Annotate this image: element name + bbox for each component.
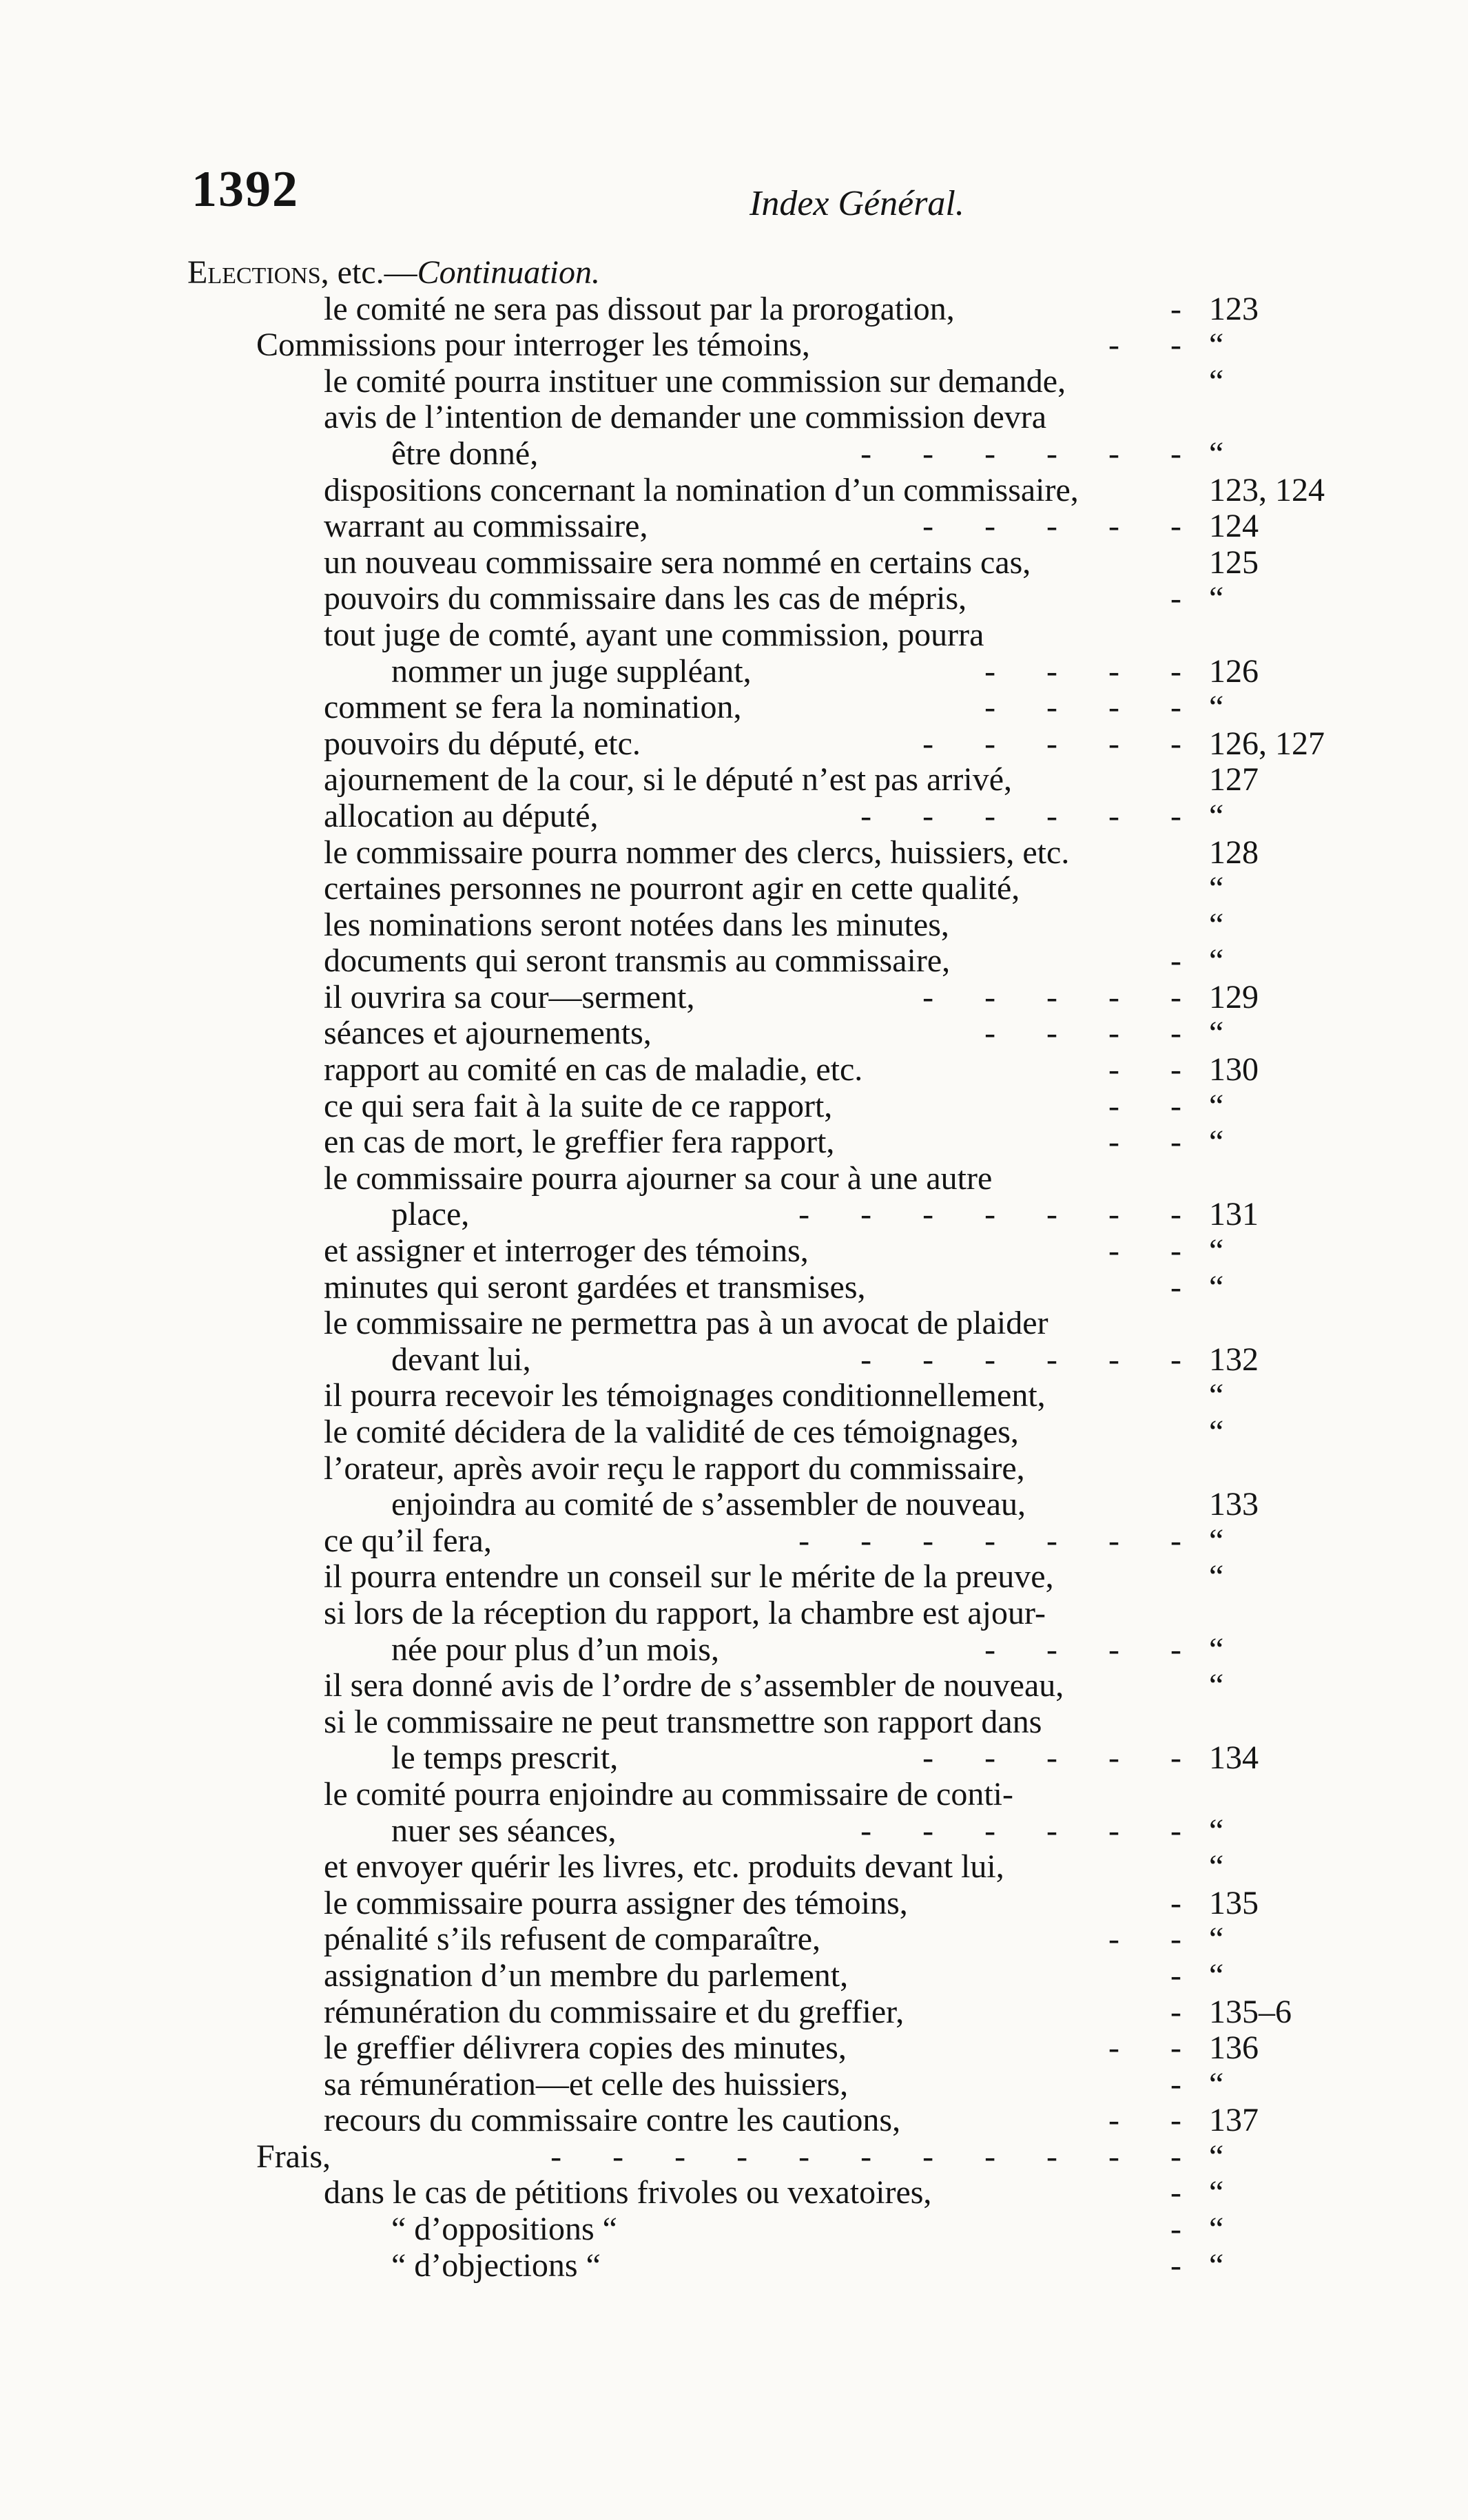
- entry-text: sa rémunération—et celle des huissiers,: [324, 2065, 849, 2103]
- dot-leader: - - - - -: [922, 725, 1181, 762]
- page-reference: 123, 124: [1209, 471, 1325, 508]
- index-entry: [0, 943, 1468, 980]
- index-entry: [0, 1378, 1468, 1414]
- index-entry: [0, 690, 1468, 726]
- dot-leader: - - - - - -: [860, 1341, 1181, 1378]
- index-entries: [0, 255, 1468, 2284]
- index-entry: [0, 291, 1468, 328]
- entry-text: pouvoirs du député, etc.: [324, 725, 641, 762]
- entry-text: si le commissaire ne peut transmettre son rapport dans: [324, 1703, 1042, 1740]
- dot-leader: - - - - -: [922, 508, 1181, 545]
- index-entry: [0, 1161, 1468, 1197]
- entry-text: née pour plus d’un mois,: [391, 1631, 719, 1668]
- entry-text: séances et ajournements,: [324, 1015, 652, 1052]
- entry-text: Commissions pour interroger les témoins,: [256, 327, 810, 364]
- page-reference: “: [1209, 2211, 1224, 2248]
- entry-text: dans le cas de pétitions frivoles ou vexatoires,: [324, 2174, 932, 2211]
- entry-text: rémunération du commissaire et du greffier,: [324, 1993, 904, 2030]
- dot-leader: - -: [1108, 2102, 1181, 2139]
- index-entry: [0, 1595, 1468, 1632]
- dot-leader: -: [1170, 290, 1181, 327]
- dot-leader: -: [1170, 2065, 1181, 2103]
- index-entry: [0, 508, 1468, 545]
- entry-text: avis de l’intention de demander une commission devra: [324, 399, 1047, 436]
- page-reference: “: [1209, 1558, 1224, 1595]
- entry-text: allocation au député,: [324, 797, 599, 834]
- index-entry: [0, 364, 1468, 400]
- page-reference: 126, 127: [1209, 725, 1325, 762]
- dot-leader: - - - - -: [922, 978, 1181, 1015]
- page-reference: “: [1209, 1124, 1224, 1161]
- index-entry: [0, 871, 1468, 907]
- index-entry: [0, 2211, 1468, 2248]
- index-entry: [0, 2175, 1468, 2211]
- page-reference: “: [1209, 906, 1224, 943]
- index-entry: [0, 1777, 1468, 1813]
- page-reference: 126: [1209, 652, 1259, 690]
- entry-text: rapport au comité en cas de maladie, etc.: [324, 1051, 863, 1088]
- page-reference: 131: [1209, 1196, 1259, 1233]
- page-reference: “: [1209, 435, 1224, 472]
- index-entry: [0, 2103, 1468, 2139]
- entry-text: il pourra recevoir les témoignages conditionnellement,: [324, 1377, 1046, 1414]
- entry-text: “ d’objections “: [391, 2247, 601, 2284]
- dot-leader: -: [1170, 1993, 1181, 2030]
- entry-text: recours du commissaire contre les cautions,: [324, 2102, 901, 2139]
- page-reference: “: [1209, 1921, 1224, 1958]
- index-entry: [0, 726, 1468, 763]
- entry-text: il ouvrira sa cour—serment,: [324, 978, 695, 1015]
- index-entry: [0, 1849, 1468, 1886]
- dot-leader: - - - - - - -: [798, 1522, 1181, 1559]
- index-entry: [0, 1052, 1468, 1088]
- entry-text: ce qu’il fera,: [324, 1522, 492, 1559]
- dot-leader: - - - -: [984, 1015, 1181, 1052]
- page-reference: 129: [1209, 978, 1259, 1015]
- index-entry: [0, 1451, 1468, 1487]
- entry-text: nommer un juge suppléant,: [391, 652, 752, 690]
- index-entry: [0, 617, 1468, 654]
- dot-leader: - - - - - - - - - - -: [550, 2138, 1181, 2175]
- entry-text: le comité ne sera pas dissout par la prorogation,: [324, 290, 955, 327]
- dot-leader: - -: [1108, 1232, 1181, 1270]
- page-reference: “: [1209, 2247, 1224, 2284]
- index-entry: [0, 1813, 1468, 1850]
- page-reference: “: [1209, 1812, 1224, 1849]
- page-reference: 137: [1209, 2102, 1259, 2139]
- page-reference: “: [1209, 1631, 1224, 1668]
- index-entry: [0, 2067, 1468, 2103]
- dot-leader: -: [1170, 2174, 1181, 2211]
- entry-text: nuer ses séances,: [391, 1812, 617, 1849]
- entry-text: pouvoirs du commissaire dans les cas de mépris,: [324, 580, 967, 617]
- entry-text: les nominations seront notées dans les minutes,: [324, 906, 949, 943]
- index-entry: [0, 1015, 1468, 1052]
- index-entry: [0, 1668, 1468, 1704]
- dot-leader: -: [1170, 942, 1181, 980]
- page-reference: 132: [1209, 1341, 1259, 1378]
- dot-leader: - - - - -: [922, 1739, 1181, 1777]
- heading-continuation: Continuation.: [417, 254, 600, 291]
- dot-leader: - - - - - -: [860, 435, 1181, 472]
- dot-leader: - - - - - -: [860, 797, 1181, 834]
- index-entry: [0, 327, 1468, 364]
- page-reference: “: [1209, 580, 1224, 617]
- index-entry: [0, 1233, 1468, 1270]
- dot-leader: - - - -: [984, 652, 1181, 690]
- page-reference: “: [1209, 362, 1224, 400]
- section-heading: [187, 255, 600, 291]
- index-entry: [0, 1342, 1468, 1378]
- index-entry: [0, 255, 1468, 291]
- page-reference: “: [1209, 2138, 1224, 2175]
- index-entry: [0, 1124, 1468, 1161]
- index-entry: [0, 1197, 1468, 1233]
- entry-text: certaines personnes ne pourront agir en cette qualité,: [324, 870, 1020, 907]
- page-reference: 134: [1209, 1739, 1259, 1777]
- entry-text: le comité pourra enjoindre au commissaire de conti-: [324, 1775, 1013, 1812]
- index-entry: [0, 907, 1468, 944]
- dot-leader: - -: [1108, 1124, 1181, 1161]
- dot-leader: - - - -: [984, 689, 1181, 726]
- page-reference: “: [1209, 2174, 1224, 2211]
- entry-text: minutes qui seront gardées et transmises,: [324, 1268, 866, 1305]
- dot-leader: - - - - - -: [860, 1812, 1181, 1849]
- index-entry: [0, 2139, 1468, 2176]
- entry-text: warrant au commissaire,: [324, 508, 648, 545]
- page-reference: “: [1209, 1377, 1224, 1414]
- entry-text: et assigner et interroger des témoins,: [324, 1232, 809, 1270]
- index-entry: [0, 2248, 1468, 2284]
- page-reference: “: [1209, 1268, 1224, 1305]
- entry-text: assignation d’un membre du parlement,: [324, 1956, 849, 1994]
- entry-text: le comité décidera de la validité de ces témoignages,: [324, 1414, 1019, 1450]
- page-reference: “: [1209, 1414, 1224, 1450]
- page-reference: 125: [1209, 544, 1259, 581]
- entry-text: être donné,: [391, 435, 539, 472]
- page-reference: “: [1209, 1522, 1224, 1559]
- dot-leader: - -: [1108, 327, 1181, 364]
- dot-leader: - -: [1108, 2030, 1181, 2067]
- entry-text: ce qui sera fait à la suite de ce rapport,: [324, 1087, 833, 1124]
- page-reference: “: [1209, 797, 1224, 834]
- entry-text: devant lui,: [391, 1341, 531, 1378]
- dot-leader: -: [1170, 1268, 1181, 1305]
- entry-text: pénalité s’ils refusent de comparaître,: [324, 1921, 821, 1958]
- index-entry: [0, 473, 1468, 509]
- page-reference: “: [1209, 2065, 1224, 2103]
- heading-rest: , etc.—: [320, 254, 417, 291]
- entry-text: dispositions concernant la nomination d’un commissaire,: [324, 471, 1079, 508]
- index-entry: [0, 400, 1468, 436]
- entry-text: comment se fera la nomination,: [324, 689, 742, 726]
- entry-text: documents qui seront transmis au commissaire,: [324, 942, 951, 980]
- entry-text: en cas de mort, le greffier fera rapport,: [324, 1124, 835, 1161]
- page-reference: “: [1209, 1848, 1224, 1886]
- page-number: 1392: [192, 161, 299, 218]
- entry-text: Frais,: [256, 2138, 331, 2175]
- page-reference: “: [1209, 870, 1224, 907]
- entry-text: le commissaire ne permettra pas à un avocat de plaider: [324, 1305, 1048, 1342]
- index-entry: [0, 762, 1468, 798]
- page-reference: “: [1209, 1015, 1224, 1052]
- dot-leader: -: [1170, 2247, 1181, 2284]
- entry-text: le greffier délivrera copies des minutes,: [324, 2030, 847, 2067]
- dot-leader: - -: [1108, 1051, 1181, 1088]
- page-reference: “: [1209, 1232, 1224, 1270]
- entry-text: il pourra entendre un conseil sur le mérite de la preuve,: [324, 1558, 1054, 1595]
- page-reference: 124: [1209, 508, 1259, 545]
- heading-term: Elections: [187, 254, 321, 291]
- index-entry: [0, 798, 1468, 835]
- index-entry: [0, 1740, 1468, 1777]
- dot-leader: - - - - - - -: [798, 1196, 1181, 1233]
- dot-leader: -: [1170, 2211, 1181, 2248]
- dot-leader: - -: [1108, 1921, 1181, 1958]
- index-entry: [0, 1523, 1468, 1560]
- page-reference: “: [1209, 689, 1224, 726]
- page-reference: 130: [1209, 1051, 1259, 1088]
- entry-text: le commissaire pourra assigner des témoins,: [324, 1884, 908, 1921]
- dot-leader: -: [1170, 1884, 1181, 1921]
- dot-leader: -: [1170, 1956, 1181, 1994]
- index-entry: [0, 436, 1468, 473]
- dot-leader: - -: [1108, 1087, 1181, 1124]
- page-reference: 135: [1209, 1884, 1259, 1921]
- entry-text: le comité pourra instituer une commission sur demande,: [324, 362, 1066, 400]
- index-entry: [0, 1994, 1468, 2031]
- page-reference: “: [1209, 1956, 1224, 1994]
- page-reference: 128: [1209, 834, 1259, 871]
- index-entry: [0, 1487, 1468, 1523]
- index-entry: [0, 2030, 1468, 2067]
- entry-text: il sera donné avis de l’ordre de s’assembler de nouveau,: [324, 1667, 1064, 1704]
- entry-text: le temps prescrit,: [391, 1739, 619, 1777]
- index-entry: [0, 545, 1468, 581]
- entry-text: ajournement de la cour, si le député n’est pas arrivé,: [324, 761, 1013, 798]
- page-reference: 135–6: [1209, 1993, 1292, 2030]
- page-reference: 123: [1209, 290, 1259, 327]
- running-title: Index Général.: [749, 184, 964, 223]
- page-reference: “: [1209, 327, 1224, 364]
- entry-text: place,: [391, 1196, 470, 1233]
- index-entry: [0, 581, 1468, 617]
- page-reference: 136: [1209, 2030, 1259, 2067]
- entry-text: l’orateur, après avoir reçu le rapport du commissaire,: [324, 1449, 1025, 1487]
- entry-text: enjoindra au comité de s’assembler de nouveau,: [391, 1486, 1026, 1523]
- entry-text: un nouveau commissaire sera nommé en certains cas,: [324, 544, 1031, 581]
- index-entry: [0, 835, 1468, 871]
- page-reference: “: [1209, 1087, 1224, 1124]
- index-entry: [0, 1270, 1468, 1306]
- index-entry: [0, 654, 1468, 690]
- index-entry: [0, 1632, 1468, 1669]
- index-entry: [0, 1088, 1468, 1125]
- index-entry: [0, 1414, 1468, 1451]
- entry-text: le commissaire pourra nommer des clercs, huissiers, etc.: [324, 834, 1070, 871]
- page-header: [0, 0, 1468, 234]
- index-entry: [0, 1958, 1468, 1994]
- index-entry: [0, 1704, 1468, 1741]
- index-entry: [0, 980, 1468, 1016]
- entry-text: si lors de la réception du rapport, la chambre est ajour-: [324, 1594, 1046, 1631]
- index-entry: [0, 1921, 1468, 1958]
- entry-text: “ d’oppositions “: [391, 2211, 617, 2248]
- dot-leader: -: [1170, 580, 1181, 617]
- index-entry: [0, 1305, 1468, 1342]
- index-entry: [0, 1559, 1468, 1595]
- page-reference: 133: [1209, 1486, 1259, 1523]
- entry-text: le commissaire pourra ajourner sa cour à une autre: [324, 1159, 993, 1197]
- index-entry: [0, 1886, 1468, 1922]
- entry-text: et envoyer quérir les livres, etc. produits devant lui,: [324, 1848, 1004, 1886]
- page-reference: 127: [1209, 761, 1259, 798]
- entry-text: tout juge de comté, ayant une commission, pourra: [324, 616, 984, 653]
- page-reference: “: [1209, 942, 1224, 980]
- dot-leader: - - - -: [984, 1631, 1181, 1668]
- page-reference: “: [1209, 1667, 1224, 1704]
